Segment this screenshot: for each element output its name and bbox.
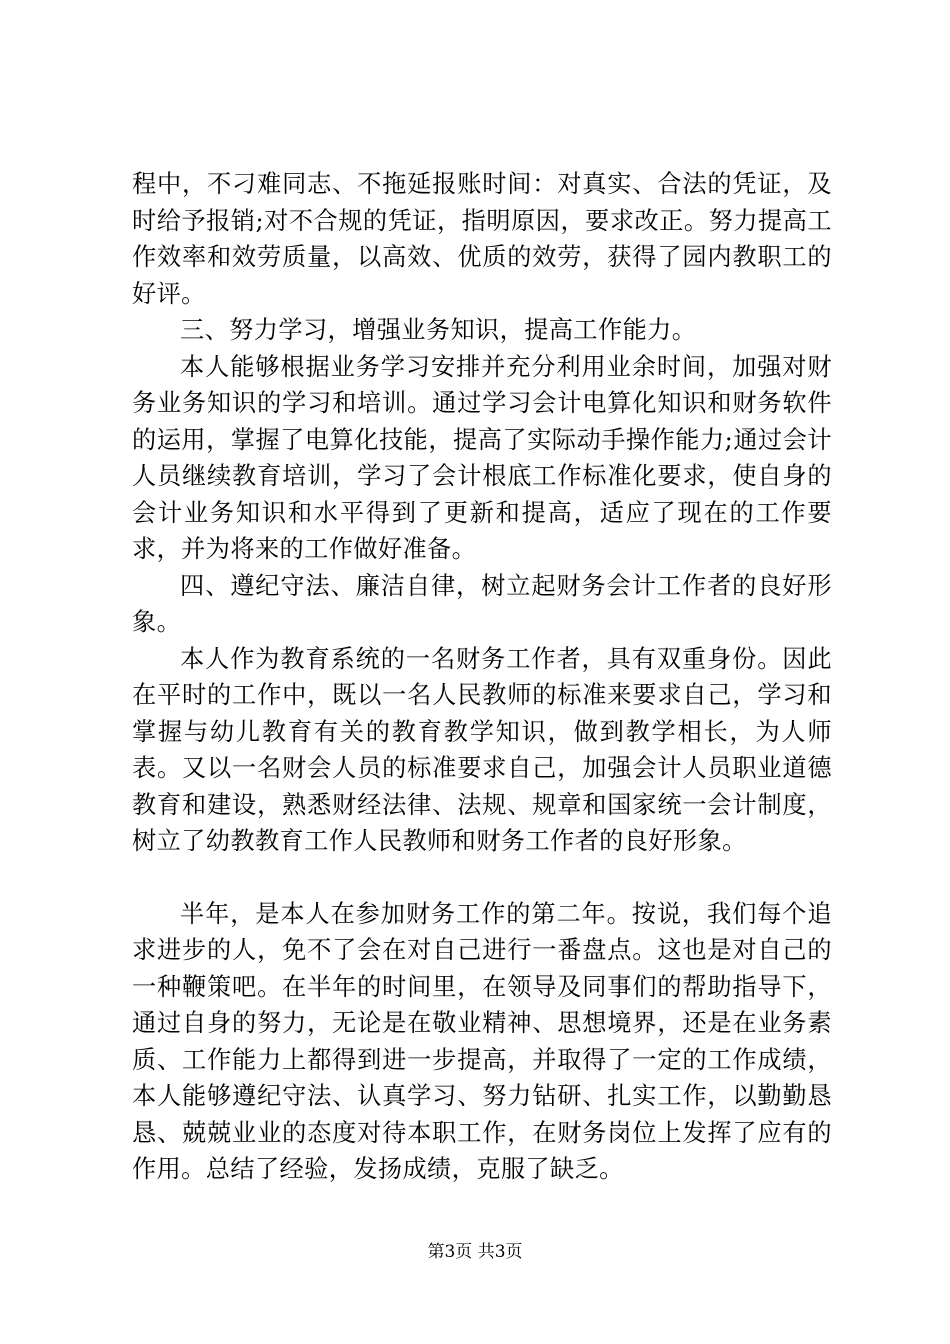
paragraph-dual-role: 本人作为教育系统的一名财务工作者，具有双重身份。因此在平时的工作中，既以一名人民教师的标准来要求自己，学习和掌握与幼儿教育有关的教育教学知识，做到教学相长，为人师表。又以一名财会人员的标准要求自己，加强会计人员职业道德教育和建设，熟悉财经法律、法规、规章和国家统一会计制度，树立了幼教教育工作人民教师和财务工作者的良好形象。 [132,644,832,855]
paragraph-half-year-summary: 半年，是本人在参加财务工作的第二年。按说，我们每个追求进步的人，免不了会在对自己进行一番盘点。这也是对自己的一种鞭策吧。在半年的时间里，在领导及同事们的帮助指导下，通过自身的努力，无论是在敬业精神、思想境界，还是在业务素质、工作能力上都得到进一步提高，并取得了一定的工作成绩，本人能够遵纪守法、认真学习、努力钻研、扎实工作，以勤勤恳恳、兢兢业业的态度对待本职工作，在财务岗位上发挥了应有的作用。总结了经验，发扬成绩，克服了缺乏。 [132,899,832,1183]
document-body [132,166,832,1188]
paragraph-continuation: 程中，不刁难同志、不拖延报账时间：对真实、合法的凭证，及时给予报销;对不合规的凭证，指明原因，要求改正。努力提高工作效率和效劳质量，以高效、优质的效劳，获得了园内教职工的好评。 [132,170,832,308]
page-footer: 第3页 共3页 [427,1242,523,1262]
section-heading-4: 四、遵纪守法、廉洁自律，树立起财务会计工作者的良好形象。 [132,571,832,636]
section-heading-3: 三、努力学习，增强业务知识，提高工作能力。 [180,316,697,344]
paragraph-spacer [132,860,832,896]
paragraph-study: 本人能够根据业务学习安排并充分利用业余时间，加强对财务业务知识的学习和培训。通过学习会计电算化知识和财务软件的运用，掌握了电算化技能，提高了实际动手操作能力;通过会计人员继续教育培训，学习了会计根底工作标准化要求，使自身的会计业务知识和水平得到了更新和提高，适应了现在的工作要求，并为将来的工作做好准备。 [132,352,832,563]
